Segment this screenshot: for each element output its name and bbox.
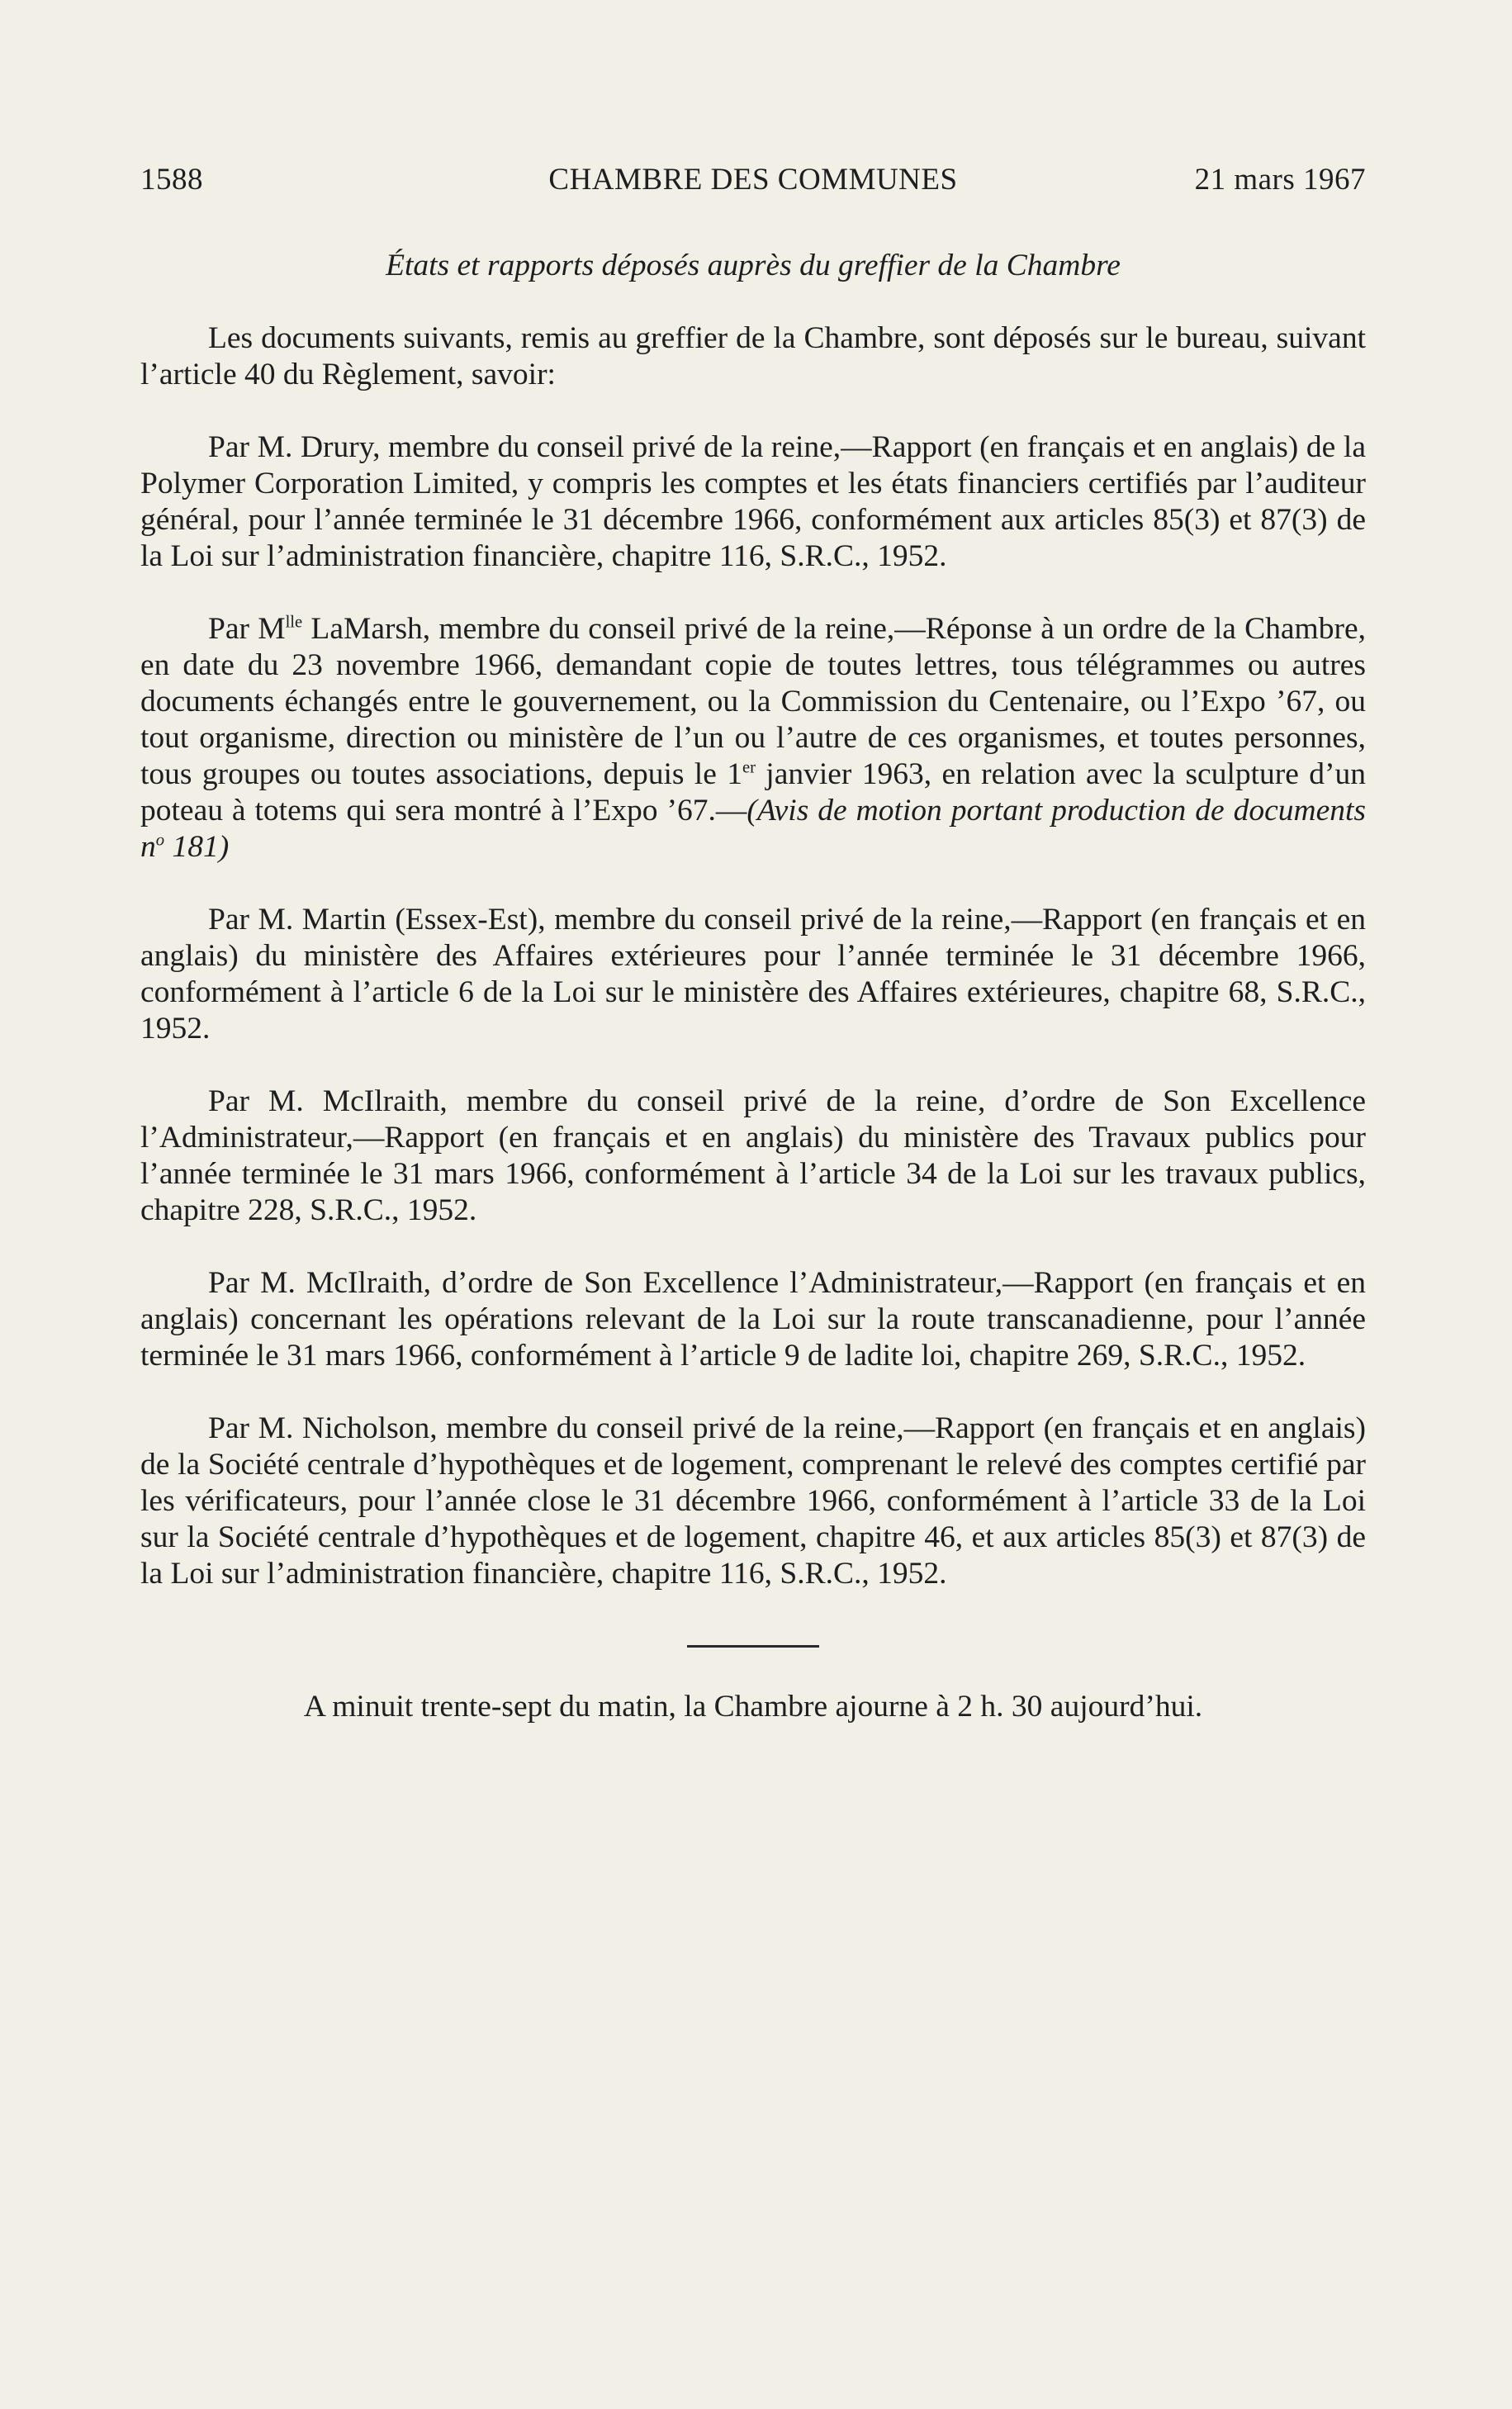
entry-paragraph-mcilraith-1: Par M. McIlraith, membre du conseil privé de la reine, d’ordre de Son Excellence l’Administrateur,—Rapport (en français et en anglais) du ministère des Travaux publics pour l’année terminée le 31 mars 1966, conformément à l’article 34 de la Loi sur les travaux publics, chapitre 228, S.R.C., 1952. (140, 1084, 1366, 1227)
entry-paragraph-drury: Par M. Drury, membre du conseil privé de la reine,—Rapport (en français et en anglais) de la Polymer Corporation Limited, y compris les comptes et les états financiers certifiés par l’auditeur général, pour l’année terminée le 31 décembre 1966, conformément aux articles 85(3) et 87(3) de la Loi sur l’administration financière, chapitre 116, S.R.C., 1952. (140, 430, 1366, 573)
entry-paragraph-lamarsh (140, 611, 1366, 865)
entry-paragraph-martin: Par M. Martin (Essex-Est), membre du conseil privé de la reine,—Rapport (en français et en anglais) du ministère des Affaires extérieures pour l’année terminée le 31 décembre 1966, conformément à l’article 6 de la Loi sur le ministère des Affaires extérieures, chapitre 68, S.R.C., 1952. (140, 903, 1366, 1046)
entry-text-part: janvier 1963, en relation avec la sculpture d’un poteau à totems qui sera montré à l’Expo ’67.— (140, 757, 1366, 828)
superscript-abbrev: lle (285, 613, 303, 632)
entry-paragraph-mcilraith-2: Par M. McIlraith, d’ordre de Son Excellence l’Administrateur,—Rapport (en français et en anglais) concernant les opérations relevant de la Loi sur la route transcanadienne, pour l’année terminée le 31 mars 1966, conformément à l’article 9 de ladite loi, chapitre 269, S.R.C., 1952. (140, 1266, 1366, 1373)
intro-paragraph: Les documents suivants, remis au greffier de la Chambre, sont déposés sur le bureau, suivant l’article 40 du Règlement, savoir: (140, 321, 1366, 391)
entry-paragraph-nicholson: Par M. Nicholson, membre du conseil privé de la reine,—Rapport (en français et en anglais) de la Société centrale d’hypothèques et de logement, comprenant le relevé des comptes certifié par les vérificateurs, pour l’année close le 31 décembre 1966, conformément à l’article 33 de la Loi sur la Société centrale d’hypothèques et de logement, chapitre 46, et aux articles 85(3) et 87(3) de la Loi sur l’administration financière, chapitre 116, S.R.C., 1952. (140, 1411, 1366, 1591)
superscript-ordinal: er (742, 758, 756, 777)
running-header (140, 162, 1366, 203)
header-date: 21 mars 1967 (1194, 163, 1366, 197)
superscript-numero: o (155, 831, 165, 850)
entry-text-part: LaMarsh, membre du conseil privé de la reine,—Réponse à un ordre de la Chambre, en date du 23 novembre 1966, demandant copie de toutes lettres, tous télégrammes ou autres documents échangés entre le gouvernement, ou la Commission du Centenaire, ou l’Expo ’67, ou tout organisme, direction ou ministère de l’un ou l’autre de ces organismes, et toutes personnes, tous groupes ou toutes associations, depuis le 1 (140, 612, 1366, 791)
adjournment-note: A minuit trente-sept du matin, la Chambre ajourne à 2 h. 30 aujourd’hui. (303, 1690, 1203, 1724)
section-divider (687, 1645, 819, 1648)
journal-title: CHAMBRE DES COMMUNES (548, 163, 958, 197)
notice-of-motion-reference: (Avis de motion portant production de documents $n^o$ 181) (140, 794, 1366, 864)
page-body (140, 248, 1366, 1725)
page-number: 1588 (140, 163, 203, 197)
section-title: États et rapports déposés auprès du greffier de la Chambre (386, 249, 1121, 282)
entry-text-part: Par M (208, 612, 286, 646)
